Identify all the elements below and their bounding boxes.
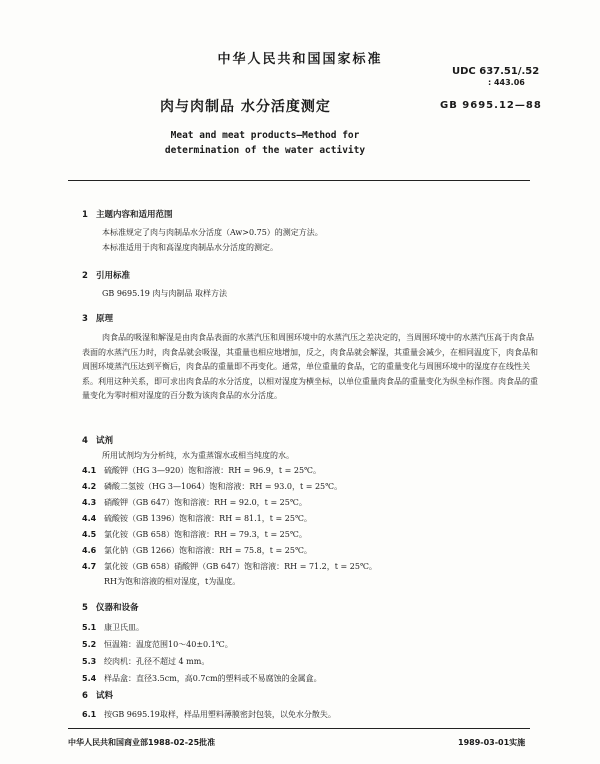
reagent-note: RH为饱和溶液的相对湿度，t为温度。 — [104, 577, 241, 586]
gb-code: GB 9695.12—88 — [440, 100, 542, 111]
list-item — [82, 464, 321, 478]
section-title: 主题内容和适用范围 — [96, 210, 173, 220]
reference-standard: GB 9695.19 肉与肉制品 取样方法 — [102, 289, 227, 298]
section-number: 4 — [82, 436, 88, 446]
item-text: 康卫氏皿。 — [104, 623, 144, 632]
item-number: 6.1 — [82, 710, 97, 719]
list-item — [82, 512, 312, 526]
item-text: 氯化铵（GB 658）硝酸钾（GB 647）饱和溶液：RH = 71.2，t = 25℃。 — [104, 562, 377, 571]
item-text: 磷酸二氢铵（HG 3—1064）饱和溶液：RH = 93.0，t = 25℃。 — [104, 482, 343, 491]
section-number: 1 — [82, 210, 88, 220]
item-number: 4.7 — [82, 562, 97, 571]
item-number: 5.3 — [82, 657, 97, 666]
section-number: 6 — [82, 691, 88, 701]
item-text: 绞肉机：孔径不超过 4 mm。 — [104, 657, 210, 666]
item-text: 氯化钠（GB 1266）饱和溶液：RH = 75.8，t = 25℃。 — [104, 546, 312, 555]
item-text: 样品盒：直径3.5cm，高0.7cm的塑料或不易腐蚀的金属盒。 — [104, 674, 322, 683]
footer-divider — [68, 728, 530, 729]
item-text: 恒温箱：温度范围10～40±0.1℃。 — [104, 640, 233, 649]
section-number: 5 — [82, 603, 88, 613]
list-item — [82, 496, 307, 510]
item-number: 4.1 — [82, 466, 97, 475]
section-3-heading — [82, 312, 113, 324]
principle-paragraph: 肉食品的吸湿和解湿是由肉食品表面的水蒸汽压和周围环境中的水蒸汽压之差决定的，当周围环境中的水蒸汽压高于肉食品表面的水蒸汽压力时，肉食品就会吸湿，其重量也相应地增加，反之，肉食品就会解湿，其重量会减少，在相同温度下，肉食品和周围环境蒸汽压达到平衡后，肉食品的重量即不再变化。通常，单位重量的食品，它的重量变化与周围环境中的湿度存在线性关系。利用这种关系，即可求出肉食品的水分活度，以相对湿度为横坐标，以单位重量肉食品的重量变化为纵坐标作图。肉食品的重量变化为零时相对湿度的百分数为该肉食品的水分活度。 — [82, 333, 538, 400]
list-item — [82, 638, 233, 652]
document-title: 肉与肉制品 水分活度测定 — [160, 99, 331, 115]
section-6-heading — [82, 689, 113, 701]
reagent-intro: 所用试剂均为分析纯，水为重蒸馏水或相当纯度的水。 — [102, 451, 294, 460]
udc-line-1: UDC 637.51/.52 — [452, 66, 540, 77]
standard-org-title: 中华人民共和国国家标准 — [217, 52, 383, 67]
section-title: 原理 — [96, 314, 114, 324]
section-title: 引用标准 — [96, 271, 131, 281]
list-item — [82, 621, 144, 635]
section-title: 试剂 — [96, 436, 114, 446]
udc-line-2: : 443.06 — [488, 78, 525, 87]
english-title — [0, 128, 530, 158]
item-number: 4.6 — [82, 546, 97, 555]
list-item — [82, 560, 377, 574]
approval-line: 中华人民共和国商业部1988-02-25批准 — [68, 738, 216, 747]
paragraph: 本标准规定了肉与肉制品水分活度（Aw>0.75）的测定方法。 — [102, 228, 323, 237]
item-number: 4.5 — [82, 530, 97, 539]
section-number: 3 — [82, 314, 88, 324]
section-1-heading — [82, 208, 173, 220]
list-item — [82, 528, 307, 542]
item-number: 5.1 — [82, 623, 97, 632]
list-item — [82, 480, 342, 494]
section-number: 2 — [82, 271, 88, 281]
item-number: 5.4 — [82, 674, 97, 683]
section-5-heading — [82, 601, 139, 613]
section-2-heading — [82, 269, 130, 281]
english-title-line-2: determination of the water activity — [164, 145, 366, 156]
header-divider — [68, 180, 530, 181]
section-title: 仪器和设备 — [96, 603, 139, 613]
implementation-date: 1989-03-01实施 — [458, 738, 526, 747]
item-text: 硫酸钾（HG 3—920）饱和溶液：RH = 96.9，t = 25℃。 — [104, 466, 322, 475]
list-item — [82, 655, 209, 669]
list-item — [82, 708, 336, 722]
list-item — [82, 672, 322, 686]
english-title-line-1: Meat and meat products—Method for — [170, 130, 360, 141]
item-number: 4.2 — [82, 482, 97, 491]
item-text: 硝酸钾（GB 647）饱和溶液：RH = 92.0，t = 25℃。 — [104, 498, 307, 507]
section-4-heading — [82, 434, 113, 446]
item-text: 按GB 9695.19取样，样品用塑料薄膜密封包装，以免水分散失。 — [104, 710, 336, 719]
item-text: 硫酸铵（GB 1396）饱和溶液：RH = 81.1，t = 25℃。 — [104, 514, 312, 523]
item-text: 氯化铵（GB 658）饱和溶液：RH = 79.3，t = 25℃。 — [104, 530, 307, 539]
paragraph: 本标准适用于肉和高湿度肉制品水分活度的测定。 — [102, 242, 278, 252]
item-number: 4.4 — [82, 514, 97, 523]
item-number: 4.3 — [82, 498, 97, 507]
section-1-text — [82, 226, 538, 255]
item-number: 5.2 — [82, 640, 97, 649]
udc-code — [452, 66, 539, 88]
section-title: 试料 — [96, 691, 114, 701]
list-item — [82, 544, 312, 558]
